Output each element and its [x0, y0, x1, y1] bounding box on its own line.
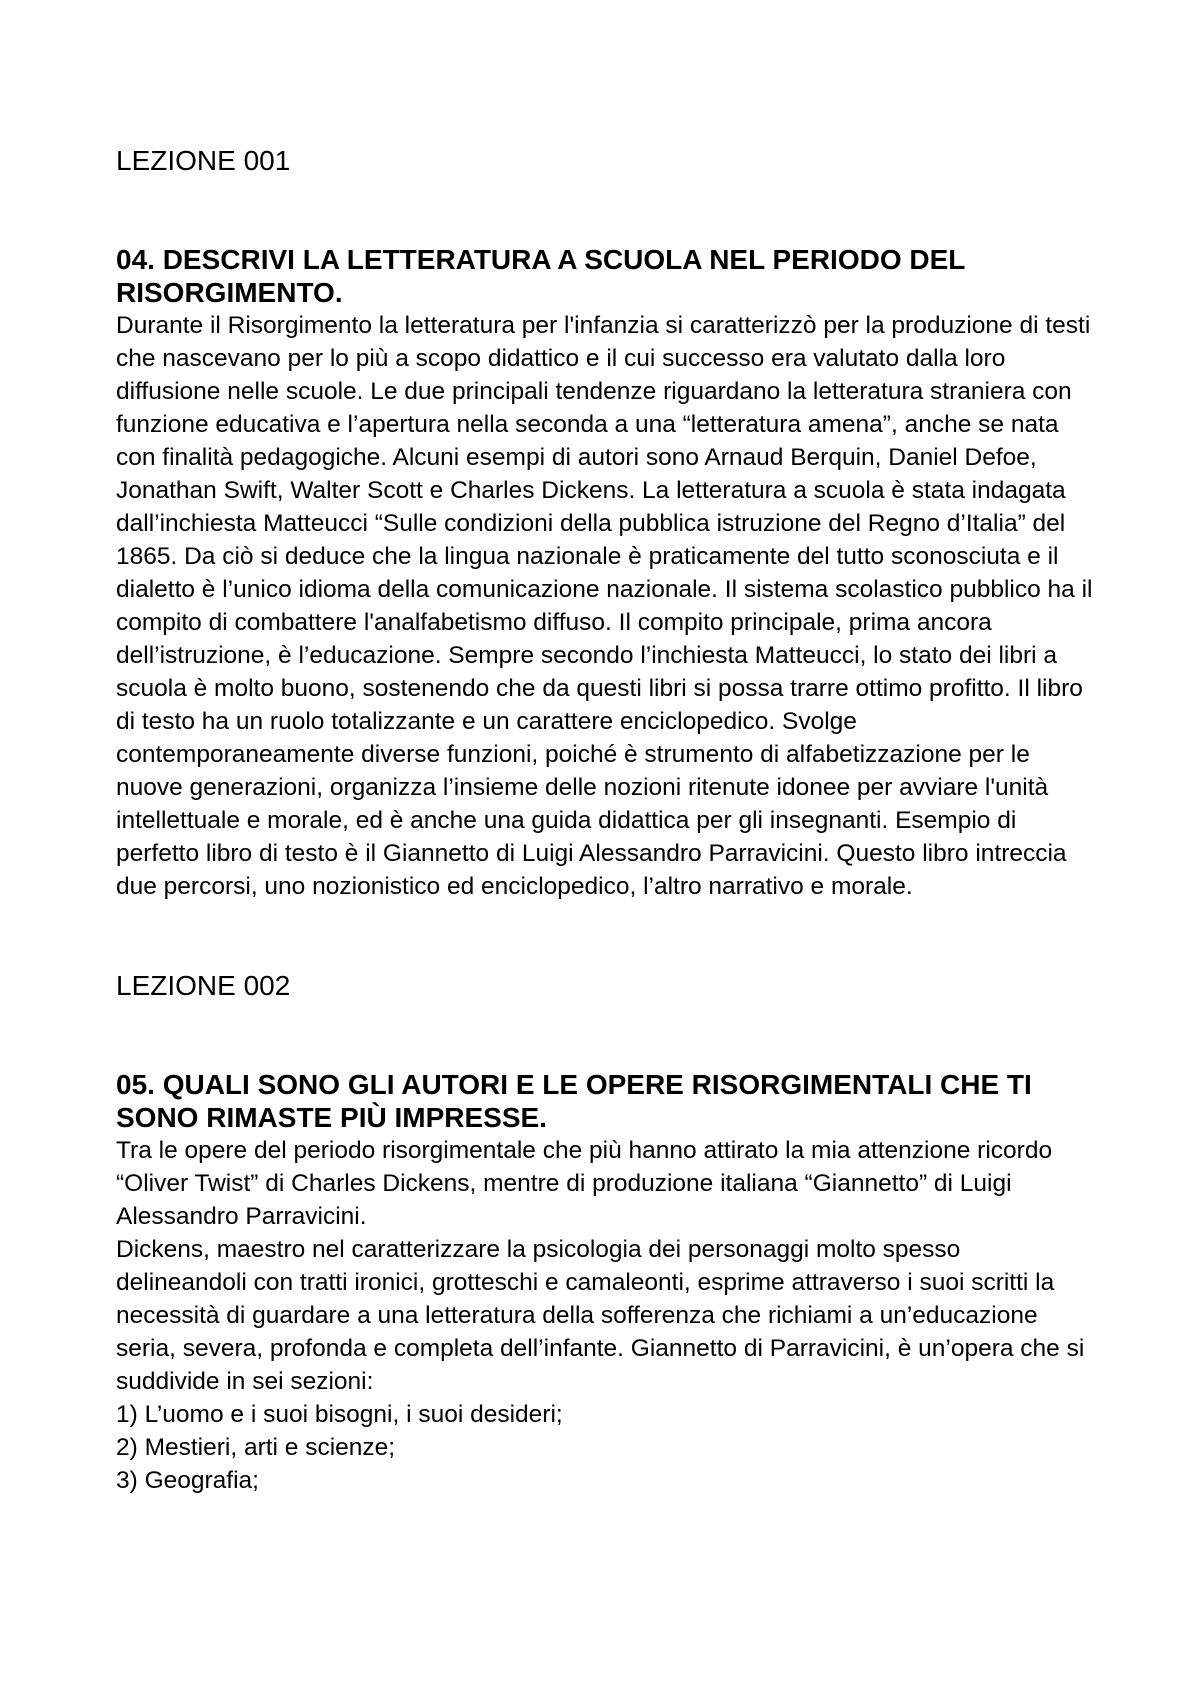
list-item: 2) Mestieri, arti e scienze;	[116, 1434, 396, 1461]
answer-05-paragraph-2: Dickens, maestro nel caratterizzare la psicologia dei personaggi molto spesso delineandoli con tratti ironici, grotteschi e camaleonti, esprime attraverso i suoi scritti la necessità di guardare a una letteratura della sofferenza che richiami a un’educazione seria, severa, profonda e completa dell’infante. Giannetto di Parravicini, è un’opera che si suddivide in sei sezioni:	[116, 1236, 1085, 1395]
lesson-label-001: LEZIONE 001	[116, 145, 291, 176]
answer-04-paragraph: Durante il Risorgimento la letteratura per l'infanzia si caratterizzò per la produzione di testi che nascevano per lo più a scopo didattico e il cui successo era valutato dalla loro diffusione nelle scuole. Le due principali tendenze riguardano la letteratura straniera con funzione educativa e l’apertura nella seconda a una “letteratura amena”, anche se nata con finalità pedagogiche. Alcuni esempi di autori sono Arnaud Berquin, Daniel Defoe, Jonathan Swift, Walter Scott e Charles Dickens. La letteratura a scuola è stata indagata dall’inchiesta Matteucci “Sulle condizioni della pubblica istruzione del Regno d’Italia” del 1865. Da ciò si deduce che la lingua nazionale è praticamente del tutto sconosciuta e il dialetto è l’unico idioma della comunicazione nazionale. Il sistema scolastico pubblico ha il compito di combattere l'analfabetismo diffuso. Il compito principale, prima ancora dell’istruzione, è l’educazione. Sempre secondo l’inchiesta Matteucci, lo stato dei libri a scuola è molto buono, sostenendo che da questi libri si possa trarre ottimo profitto. Il libro di testo ha un ruolo totalizzante e un carattere enciclopedico. Svolge contemporaneamente diverse funzioni, poiché è strumento di alfabetizzazione per le nuove generazioni, organizza l’insieme delle nozioni ritenute idonee per avviare l'unità intellettuale e morale, ed è anche una guida didattica per gli insegnanti. Esempio di perfetto libro di testo è il Giannetto di Luigi Alessandro Parravicini. Questo libro intreccia due percorsi, uno nozionistico ed enciclopedico, l’altro narrativo e morale.	[116, 312, 1093, 900]
sections-list	[116, 1398, 1096, 1497]
question-05-heading: 05. QUALI SONO GLI AUTORI E LE OPERE RISORGIMENTALI CHE TI SONO RIMASTE PIÙ IMPRESSE.	[116, 1069, 1032, 1133]
list-item: 3) Geografia;	[116, 1467, 259, 1494]
document-page	[116, 144, 1096, 1497]
spacer	[116, 903, 1096, 969]
answer-05-paragraph-1: Tra le opere del periodo risorgimentale che più hanno attirato la mia attenzione ricordo “Oliver Twist” di Charles Dickens, mentre di produzione italiana “Giannetto” di Luigi Alessandro Parravicini.	[116, 1137, 1053, 1230]
spacer	[116, 1002, 1096, 1068]
lesson-label-002: LEZIONE 002	[116, 970, 291, 1001]
question-04-heading: 04. DESCRIVI LA LETTERATURA A SCUOLA NEL PERIODO DEL RISORGIMENTO.	[116, 244, 965, 308]
list-item: 1) L’uomo e i suoi bisogni, i suoi desideri;	[116, 1401, 563, 1428]
spacer	[116, 177, 1096, 243]
